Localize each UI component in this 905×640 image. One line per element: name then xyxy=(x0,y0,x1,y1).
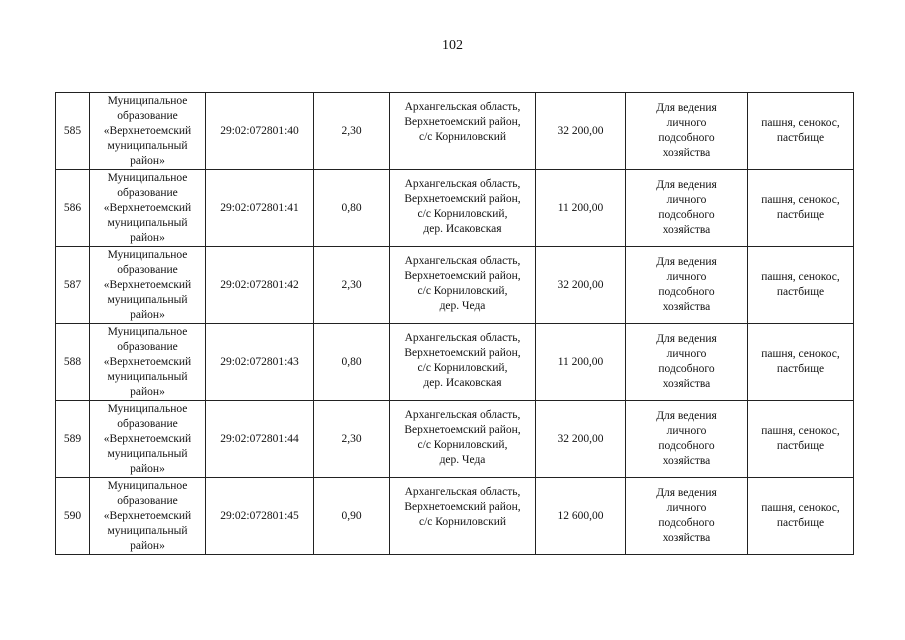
cell-purpose-line: Для ведения xyxy=(656,102,717,114)
cell-location-line: с/с Корниловский xyxy=(418,516,507,528)
cell-purpose xyxy=(626,93,748,170)
cell-owner xyxy=(90,170,206,247)
cell-purpose-line: хозяйства xyxy=(662,301,711,313)
cell-purpose-line: личного xyxy=(666,502,707,514)
cell-owner-line: Муниципальное xyxy=(107,248,188,261)
cell-owner xyxy=(90,324,206,401)
table-row xyxy=(56,247,854,324)
cell-owner-line: образование xyxy=(117,340,178,353)
cell-location-line: с/с Корниловский, xyxy=(417,362,508,374)
cell-price: 11 200,00 xyxy=(536,324,626,401)
cell-location xyxy=(390,324,536,401)
cell-owner-line: муниципальный xyxy=(107,370,188,383)
cell-owner-line: муниципальный xyxy=(107,524,188,537)
cell-cadastral-number: 29:02:072801:44 xyxy=(206,401,314,478)
cell-purpose-line: Для ведения xyxy=(656,410,717,422)
cell-location-line: с/с Корниловский, xyxy=(417,285,508,297)
table-body xyxy=(56,93,854,555)
cell-cadastral-number: 29:02:072801:41 xyxy=(206,170,314,247)
cell-purpose-line: личного xyxy=(666,348,707,360)
cell-location-line: дер. Исаковская xyxy=(423,223,502,235)
cell-purpose-line: хозяйства xyxy=(662,224,711,236)
cell-land-type xyxy=(748,93,854,170)
cell-land-type xyxy=(748,324,854,401)
cell-purpose xyxy=(626,401,748,478)
cell-land-type-line: пашня, сенокос, xyxy=(761,502,840,514)
table-row xyxy=(56,324,854,401)
cell-land-type-line: пастбище xyxy=(776,132,825,144)
cell-price: 32 200,00 xyxy=(536,247,626,324)
cell-purpose-line: Для ведения xyxy=(656,333,717,345)
cell-land-type xyxy=(748,401,854,478)
cell-location-line: Верхнетоемский район, xyxy=(404,424,521,436)
cell-owner xyxy=(90,401,206,478)
cell-land-type xyxy=(748,247,854,324)
cell-purpose-line: подсобного xyxy=(658,209,715,221)
cell-price: 11 200,00 xyxy=(536,170,626,247)
cell-owner-line: образование xyxy=(117,494,178,507)
cell-cadastral-number: 29:02:072801:42 xyxy=(206,247,314,324)
cell-owner-line: район» xyxy=(130,462,165,475)
cell-purpose xyxy=(626,170,748,247)
cell-purpose-line: подсобного xyxy=(658,517,715,529)
cell-number: 590 xyxy=(56,478,90,555)
cell-number: 588 xyxy=(56,324,90,401)
cell-location-line: Архангельская область, xyxy=(404,255,521,267)
cell-purpose xyxy=(626,324,748,401)
cell-owner-line: район» xyxy=(130,539,165,552)
land-plots-table xyxy=(55,92,854,555)
cell-location-line: Архангельская область, xyxy=(404,178,521,190)
cell-location-line: Верхнетоемский район, xyxy=(404,116,521,128)
cell-owner-line: Муниципальное xyxy=(107,479,188,492)
cell-owner-line: Муниципальное xyxy=(107,171,188,184)
cell-location-line: Верхнетоемский район, xyxy=(404,270,521,282)
table-row xyxy=(56,93,854,170)
cell-owner-line: муниципальный xyxy=(107,139,188,152)
cell-owner-line: муниципальный xyxy=(107,447,188,460)
cell-price: 12 600,00 xyxy=(536,478,626,555)
page-number: 102 xyxy=(442,38,463,53)
table-row xyxy=(56,170,854,247)
cell-location-line: Верхнетоемский район, xyxy=(404,347,521,359)
cell-owner-line: Муниципальное xyxy=(107,94,188,107)
cell-purpose-line: подсобного xyxy=(658,363,715,375)
cell-owner-line: образование xyxy=(117,263,178,276)
cell-land-type-line: пастбище xyxy=(776,440,825,452)
cell-land-type-line: пастбище xyxy=(776,517,825,529)
cell-purpose-line: хозяйства xyxy=(662,532,711,544)
cell-location-line: Архангельская область, xyxy=(404,332,521,344)
cell-land-type-line: пашня, сенокос, xyxy=(761,271,840,283)
cell-owner-line: Муниципальное xyxy=(107,402,188,415)
cell-land-type-line: пашня, сенокос, xyxy=(761,348,840,360)
cell-purpose-line: личного xyxy=(666,194,707,206)
cell-cadastral-number: 29:02:072801:45 xyxy=(206,478,314,555)
cell-area: 2,30 xyxy=(314,93,390,170)
cell-location-line: дер. Исаковская xyxy=(423,377,502,389)
cell-owner-line: «Верхнетоемский xyxy=(103,432,192,445)
cell-owner-line: район» xyxy=(130,231,165,244)
cell-location xyxy=(390,247,536,324)
cell-purpose-line: хозяйства xyxy=(662,378,711,390)
cell-number: 589 xyxy=(56,401,90,478)
cell-owner-line: «Верхнетоемский xyxy=(103,201,192,214)
cell-location-line: Верхнетоемский район, xyxy=(404,193,521,205)
cell-owner-line: образование xyxy=(117,109,178,122)
cell-owner-line: «Верхнетоемский xyxy=(103,278,192,291)
cell-purpose-line: подсобного xyxy=(658,132,715,144)
cell-location xyxy=(390,93,536,170)
cell-price: 32 200,00 xyxy=(536,401,626,478)
cell-purpose-line: хозяйства xyxy=(662,455,711,467)
cell-owner-line: «Верхнетоемский xyxy=(103,124,192,137)
cell-area: 2,30 xyxy=(314,247,390,324)
cell-purpose-line: хозяйства xyxy=(662,147,711,159)
cell-owner-line: «Верхнетоемский xyxy=(103,355,192,368)
cell-number: 586 xyxy=(56,170,90,247)
cell-owner xyxy=(90,247,206,324)
table-row xyxy=(56,401,854,478)
cell-area: 0,90 xyxy=(314,478,390,555)
cell-purpose xyxy=(626,478,748,555)
cell-purpose-line: личного xyxy=(666,425,707,437)
cell-location-line: Архангельская область, xyxy=(404,409,521,421)
cell-number: 587 xyxy=(56,247,90,324)
cell-owner-line: район» xyxy=(130,385,165,398)
cell-purpose-line: Для ведения xyxy=(656,179,717,191)
cell-purpose-line: Для ведения xyxy=(656,487,717,499)
cell-land-type xyxy=(748,170,854,247)
cell-land-type-line: пастбище xyxy=(776,209,825,221)
cell-number: 585 xyxy=(56,93,90,170)
cell-purpose-line: подсобного xyxy=(658,286,715,298)
cell-location-line: дер. Чеда xyxy=(439,454,486,466)
cell-area: 2,30 xyxy=(314,401,390,478)
cell-area: 0,80 xyxy=(314,324,390,401)
cell-owner-line: образование xyxy=(117,186,178,199)
cell-land-type-line: пашня, сенокос, xyxy=(761,194,840,206)
cell-cadastral-number: 29:02:072801:40 xyxy=(206,93,314,170)
table-row xyxy=(56,478,854,555)
cell-location-line: Архангельская область, xyxy=(404,486,521,498)
cell-owner-line: муниципальный xyxy=(107,216,188,229)
cell-location xyxy=(390,401,536,478)
cell-owner xyxy=(90,478,206,555)
cell-location xyxy=(390,478,536,555)
cell-purpose-line: Для ведения xyxy=(656,256,717,268)
cell-location-line: Верхнетоемский район, xyxy=(404,501,521,513)
cell-location-line: дер. Чеда xyxy=(439,300,486,312)
cell-land-type-line: пастбище xyxy=(776,363,825,375)
cell-land-type-line: пастбище xyxy=(776,286,825,298)
cell-owner-line: Муниципальное xyxy=(107,325,188,338)
cell-owner-line: «Верхнетоемский xyxy=(103,509,192,522)
cell-purpose xyxy=(626,247,748,324)
cell-price: 32 200,00 xyxy=(536,93,626,170)
cell-owner-line: муниципальный xyxy=(107,293,188,306)
cell-purpose-line: личного xyxy=(666,117,707,129)
cell-location-line: Архангельская область, xyxy=(404,101,521,113)
cell-location xyxy=(390,170,536,247)
cell-purpose-line: подсобного xyxy=(658,440,715,452)
cell-cadastral-number: 29:02:072801:43 xyxy=(206,324,314,401)
cell-owner xyxy=(90,93,206,170)
cell-location-line: с/с Корниловский, xyxy=(417,439,508,451)
cell-location-line: с/с Корниловский, xyxy=(417,208,508,220)
cell-purpose-line: личного xyxy=(666,271,707,283)
cell-land-type xyxy=(748,478,854,555)
cell-owner-line: район» xyxy=(130,308,165,321)
cell-area: 0,80 xyxy=(314,170,390,247)
cell-owner-line: образование xyxy=(117,417,178,430)
cell-land-type-line: пашня, сенокос, xyxy=(761,117,840,129)
cell-location-line: с/с Корниловский xyxy=(418,131,507,143)
cell-owner-line: район» xyxy=(130,154,165,167)
cell-land-type-line: пашня, сенокос, xyxy=(761,425,840,437)
